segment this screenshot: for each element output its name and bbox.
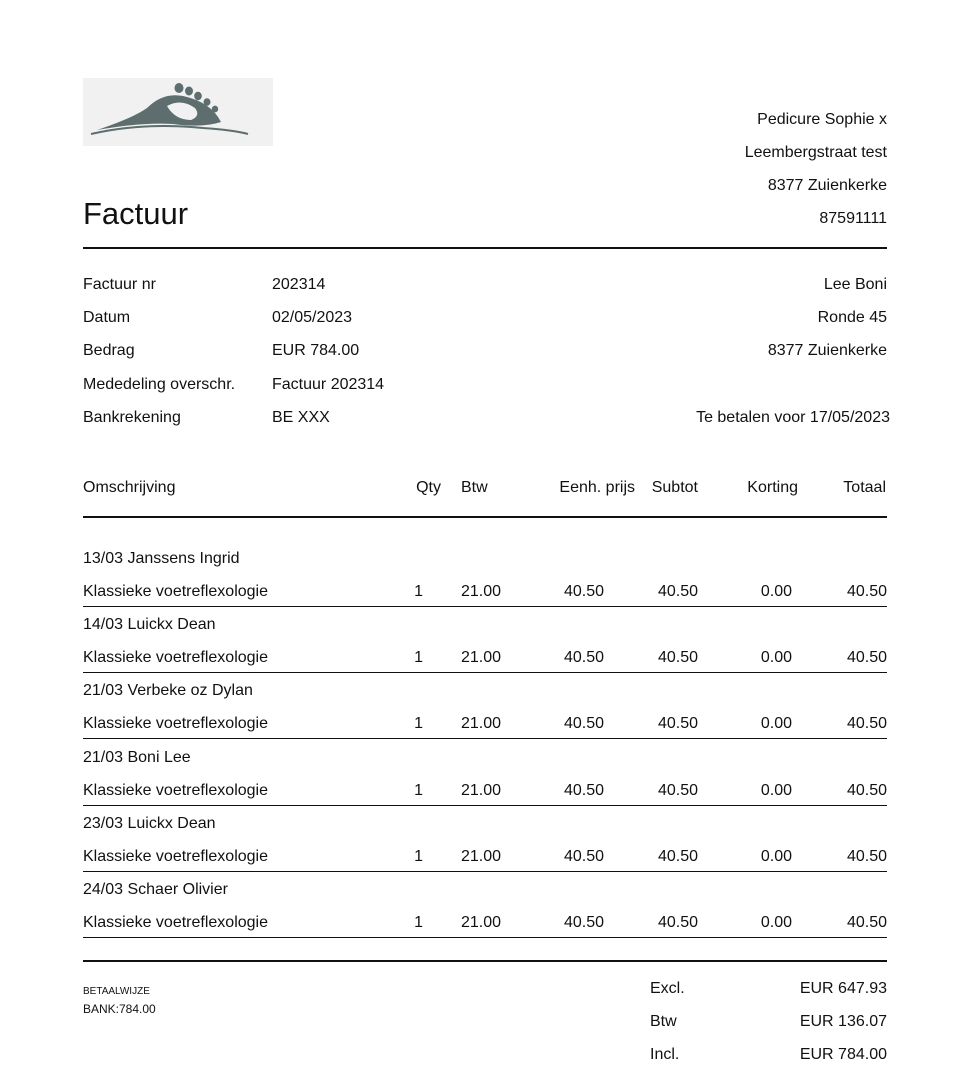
line-qty: 1 bbox=[414, 715, 423, 733]
total-label: Excl. bbox=[650, 980, 685, 997]
line-subtot: 40.50 bbox=[657, 583, 698, 600]
meta-label: Datum bbox=[83, 309, 131, 326]
total-value: EUR 784.00 bbox=[799, 1046, 887, 1063]
customer-city: 8377 Zuienkerke bbox=[767, 342, 887, 359]
line-qty: 1 bbox=[414, 914, 423, 931]
line-totaal: 40.50 bbox=[846, 847, 887, 865]
line-group-header: 24/03 Schaer Olivier bbox=[83, 881, 228, 898]
col-qty: Qty bbox=[416, 479, 441, 496]
company-phone: 87591111 bbox=[819, 210, 887, 227]
col-eenh-prijs: Eenh. prijs bbox=[559, 479, 635, 496]
line-subtot: 40.50 bbox=[657, 649, 698, 667]
header-divider bbox=[83, 247, 887, 249]
line-subtot: 40.50 bbox=[657, 847, 698, 865]
line-description: Klassieke voetreflexologie bbox=[83, 583, 268, 600]
line-totaal: 40.50 bbox=[846, 715, 887, 733]
col-totaal: Totaal bbox=[843, 479, 886, 496]
line-description: Klassieke voetreflexologie bbox=[83, 649, 268, 667]
line-totaal: 40.50 bbox=[846, 649, 887, 667]
line-korting: 0.00 bbox=[760, 914, 792, 931]
line-divider bbox=[83, 672, 887, 673]
line-divider bbox=[83, 871, 887, 872]
line-unit-price: 40.50 bbox=[563, 583, 604, 600]
company-name: Pedicure Sophie x bbox=[757, 111, 887, 128]
line-korting: 0.00 bbox=[760, 847, 792, 865]
payment-method-value: BANK:784.00 bbox=[83, 1002, 156, 1016]
meta-value: BE XXX bbox=[272, 409, 330, 426]
line-btw: 21.00 bbox=[461, 649, 502, 667]
line-korting: 0.00 bbox=[760, 781, 792, 799]
footer-divider bbox=[83, 960, 887, 962]
col-korting: Korting bbox=[747, 479, 798, 496]
customer-street: Ronde 45 bbox=[817, 309, 887, 326]
line-unit-price: 40.50 bbox=[563, 715, 604, 733]
line-totaal: 40.50 bbox=[846, 781, 887, 799]
meta-value: 202314 bbox=[272, 276, 326, 293]
customer-name: Lee Boni bbox=[823, 276, 887, 293]
line-qty: 1 bbox=[414, 847, 423, 865]
line-group-header: 23/03 Luickx Dean bbox=[83, 814, 216, 832]
payment-method-label: BETAALWIJZE bbox=[83, 986, 150, 997]
meta-value: 02/05/2023 bbox=[272, 309, 353, 326]
meta-value: Factuur 202314 bbox=[272, 376, 385, 393]
line-btw: 21.00 bbox=[461, 715, 502, 733]
line-qty: 1 bbox=[414, 583, 423, 600]
col-btw: Btw bbox=[461, 479, 488, 496]
line-divider bbox=[83, 606, 887, 607]
line-totaal: 40.50 bbox=[846, 583, 887, 600]
col-subtot: Subtot bbox=[651, 479, 698, 496]
line-description: Klassieke voetreflexologie bbox=[83, 715, 268, 733]
line-btw: 21.00 bbox=[461, 781, 502, 799]
line-totaal: 40.50 bbox=[846, 914, 887, 931]
meta-label: Bankrekening bbox=[83, 409, 181, 426]
company-logo bbox=[83, 78, 273, 146]
line-btw: 21.00 bbox=[461, 847, 502, 865]
line-description: Klassieke voetreflexologie bbox=[83, 781, 268, 799]
line-qty: 1 bbox=[414, 649, 423, 667]
line-korting: 0.00 bbox=[760, 715, 792, 733]
line-divider bbox=[83, 805, 887, 806]
total-label: Btw bbox=[650, 1013, 677, 1030]
payment-due: Te betalen voor 17/05/2023 bbox=[696, 409, 890, 426]
line-korting: 0.00 bbox=[760, 583, 792, 600]
line-unit-price: 40.50 bbox=[563, 847, 604, 865]
line-subtot: 40.50 bbox=[657, 715, 698, 733]
meta-label: Bedrag bbox=[83, 342, 135, 359]
line-divider bbox=[83, 738, 887, 739]
line-subtot: 40.50 bbox=[657, 914, 698, 931]
line-description: Klassieke voetreflexologie bbox=[83, 914, 268, 931]
total-label: Incl. bbox=[650, 1046, 680, 1063]
line-group-header: 21/03 Boni Lee bbox=[83, 748, 191, 766]
table-header-divider bbox=[83, 516, 887, 518]
invoice-title: Factuur bbox=[83, 196, 189, 231]
total-value: EUR 647.93 bbox=[799, 980, 887, 997]
line-group-header: 21/03 Verbeke oz Dylan bbox=[83, 682, 253, 700]
line-divider bbox=[83, 937, 887, 938]
line-btw: 21.00 bbox=[461, 914, 502, 931]
line-korting: 0.00 bbox=[760, 649, 792, 667]
meta-label: Mededeling overschr. bbox=[83, 376, 236, 393]
line-unit-price: 40.50 bbox=[563, 781, 604, 799]
line-description: Klassieke voetreflexologie bbox=[83, 847, 268, 865]
meta-value: EUR 784.00 bbox=[272, 342, 360, 359]
meta-label: Factuur nr bbox=[83, 276, 156, 293]
line-qty: 1 bbox=[414, 781, 423, 799]
line-subtot: 40.50 bbox=[657, 781, 698, 799]
company-street: Leembergstraat test bbox=[744, 144, 887, 161]
total-value: EUR 136.07 bbox=[799, 1013, 887, 1030]
line-group-header: 14/03 Luickx Dean bbox=[83, 616, 216, 634]
line-unit-price: 40.50 bbox=[563, 914, 604, 931]
col-omschrijving: Omschrijving bbox=[83, 479, 176, 496]
company-city: 8377 Zuienkerke bbox=[767, 177, 887, 194]
line-btw: 21.00 bbox=[461, 583, 502, 600]
footprint-logo-icon bbox=[83, 78, 273, 146]
line-group-header: 13/03 Janssens Ingrid bbox=[83, 550, 240, 567]
line-unit-price: 40.50 bbox=[563, 649, 604, 667]
